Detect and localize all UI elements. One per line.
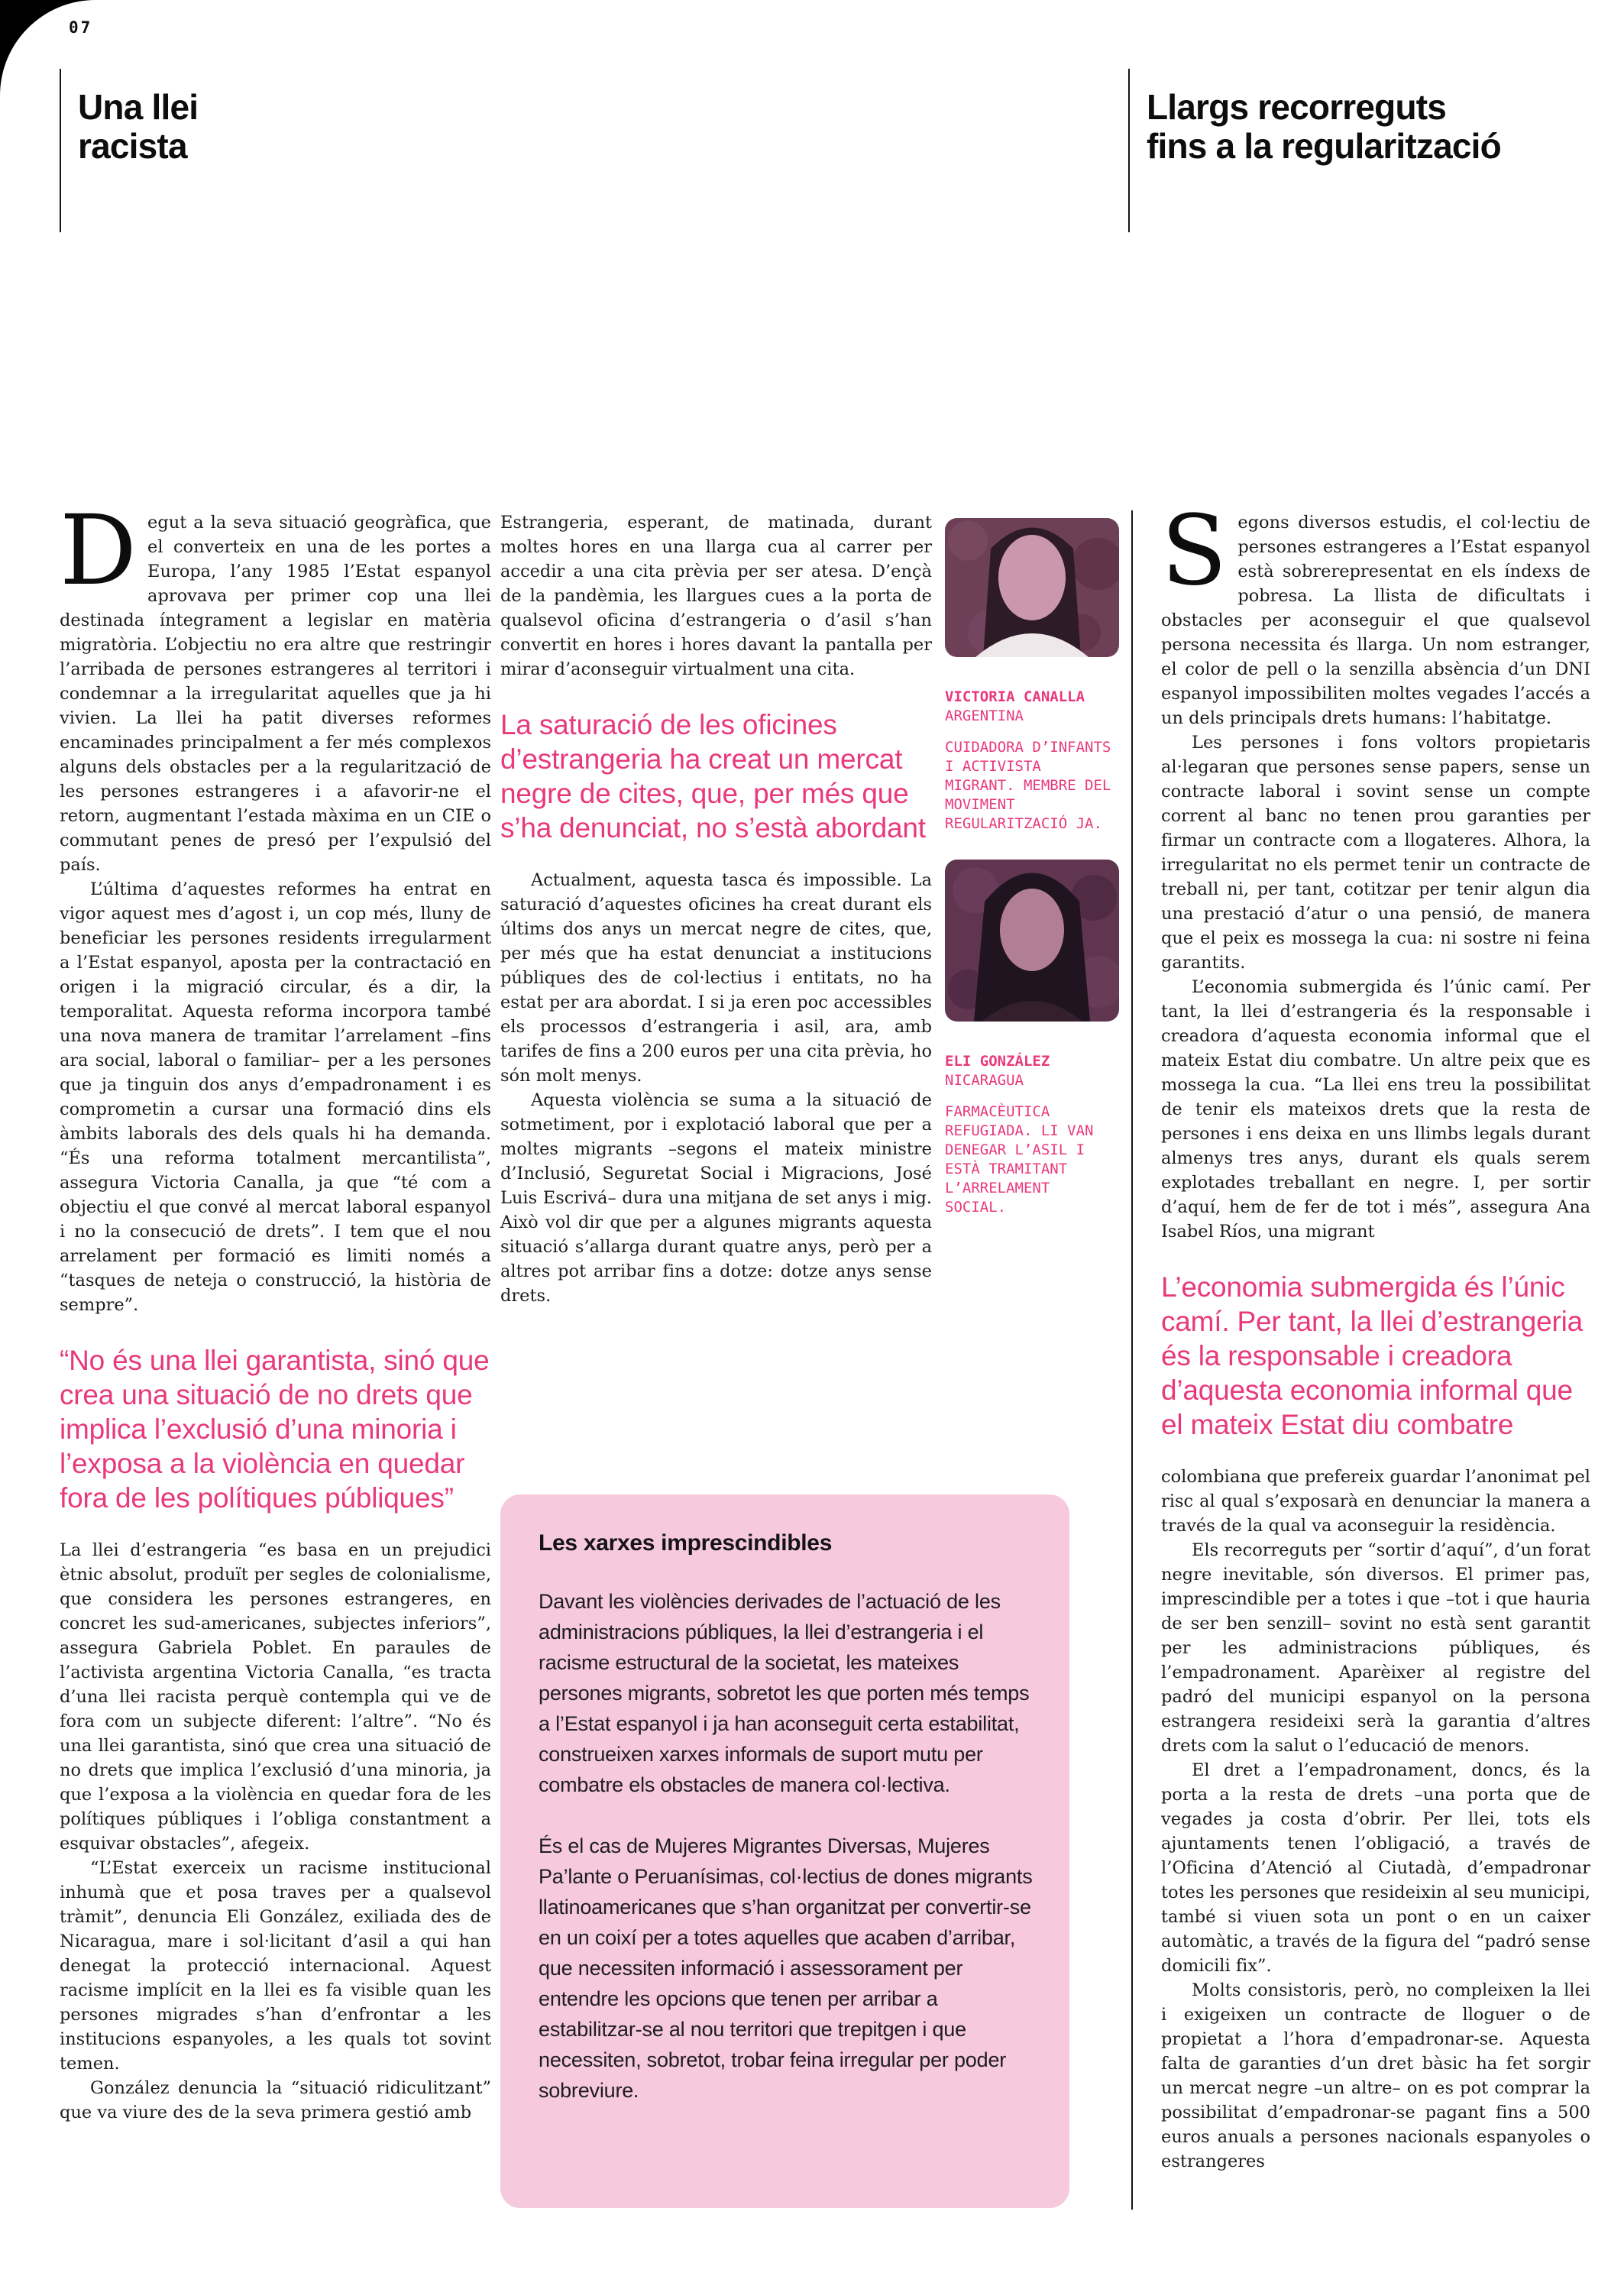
person-name: VICTORIA CANALLA	[945, 688, 1085, 705]
paragraph: L’economia submergida és l’únic camí. Per tant, la llei d’estrangeria és la responsable i creadora d’aquesta economia informal que el mateix Estat diu combatre. Un altre peix que es mossega la cua. “La llei ens treu la possibilitat de tenir els mateixos drets que la resta de persones i ens deixa en uns llimbs legals durant almenys tres anys, durant els quals serem explotades treballant en negre. I, per sortir d’aquí, hem de fer de tot i més”, assegura Ana Isabel Ríos, una migrant	[1161, 977, 1590, 1242]
person-country: ARGENTINA	[945, 707, 1024, 724]
drop-cap: S	[1161, 494, 1228, 607]
paragraph: El dret a l’empadronament, doncs, és la porta a la resta de drets –una porta que de vegades ja costa d’obrir. Per llei, tots els ajuntaments tenen l’obligació, a través de l’Oficina d’Atenció al Ciutadà, d’empadronar totes les persones que resideixin al seu municipi, també si viuen sota un pont o en un caixer automàtic, a través de la figura del “padró sense domicili fix”.	[1161, 1760, 1590, 1976]
pull-quote: “No és una llei garantista, sinó que crea una situació de no drets que implica l’exclusió d’una minoria i l’exposa a la violència en quedar fora de les polítiques públiques”	[60, 1345, 490, 1514]
portrait-photo	[945, 860, 1119, 1022]
column-left	[60, 494, 491, 2125]
article-title-right	[1147, 88, 1501, 166]
paragraph: “L’Estat exerceix un racisme institucional inhumà que et posa traves per a qualsevol tràmit”, denuncia Eli González, exiliada des de Nicaragua, mare i sol·licitant d’asil a qui han denegat la protecció internacional. Aquest racisme implícit en la llei es fa visible quan les persones migrades s’han d’enfrontar a les institucions espanyoles, a les quals tot sovint temen.	[60, 1858, 491, 2074]
highlight-box-paragraph: Davant les violències derivades de l’actuació de les administracions públiques, la llei d’estrangeria i el racisme estructural de la societat, les mateixes persones migrants, sobretot les que porten més temps a l’Estat espanyol i ja han aconseguit certa estabilitat, construeixen xarxes informals de suport mutu per combatre els obstacles de manera col·lectiva.	[539, 1590, 1030, 1796]
portrait-figure	[945, 860, 1119, 1217]
paragraph-dropcap	[1161, 494, 1590, 730]
paragraph: Aquesta violència se suma a la situació de sotmetiment, por i explotació laboral que per a moltes migrants –segons el mateix ministre d’Inclusió, Seguretat Social i Migracions, José Luis Escrivá– dura una mitjana de set anys i mig. Això vol dir que per a algunes migrants aquesta situació s’allarga durant quatre anys, però per a altres pot arribar fins a dotze: dotze anys sense drets.	[500, 1090, 932, 1306]
photo-caption	[945, 1052, 1119, 1217]
paragraph: Estrangeria, esperant, de matinada, durant moltes hores en una llarga cua al carrer per accedir a una cita prèvia per ser atesa. D’ençà de la pandèmia, les llargues cues a la porta de qualsevol oficina d’estrangeria o d’asil s’han convertit en hores i hores davant la pantalla per mirar d’aconseguir virtualment una cita.	[500, 513, 932, 679]
article-title-left-line2: racista	[78, 125, 187, 166]
portrait-photo-illustration	[945, 518, 1119, 657]
highlight-box	[500, 1494, 1069, 2208]
person-description: FARMACÈUTICA REFUGIADA. LI VAN DENEGAR L’ASIL I ESTÀ TRAMITANT L’ARRELAMENT SOCIAL.	[945, 1103, 1094, 1216]
portrait-figure	[945, 518, 1119, 834]
column-divider-rule	[1131, 510, 1133, 2210]
paragraph-text: egons diversos estudis, el col·lectiu de persones estrangeres a l’Estat espanyol està sobrerepresentat en els índexs de pobresa. La llista de dificultats i obstacles per aconseguir el que qualsevol persona necessita és llarga. Un nom estranger, el color de pell o la senzilla absència d’un DNI espanyol impossibiliten moltes vegades l’accés a un dels principals drets humans: l’habitatge.	[1161, 513, 1590, 728]
header-rule-right	[1128, 69, 1130, 232]
article-title-right-line2: fins a la regularització	[1147, 125, 1501, 166]
pull-quote: La saturació de les oficines d’estrangeria ha creat un mercat negre de cites, que, per més que s’ha denunciat, no s’està abordant	[500, 709, 926, 843]
paragraph-text: egut a la seva situació geogràfica, que el converteix en una de les portes a Europa, l’any 1985 l’Estat espanyol aprovava per primer cop una llei destinada íntegrament a legislar en matèria migratòria. L’objectiu no era altre que restringir l’arribada de persones estrangeres al territori i condemnar a la irregularitat aquelles que ja hi vivien. La llei ha patit diverses reformes encaminades principalment a fer més complexos alguns dels obstacles per a la regularització de les persones estrangeres i a afavorir-ne el retorn, augmentant l’estada màxima en un CIE o commutant penes de presó per l’expulsió del país.	[60, 513, 491, 875]
article-title-right-line1: Llargs recorreguts	[1147, 86, 1447, 127]
article-title-left-line1: Una llei	[78, 86, 199, 127]
paragraph: González denuncia la “situació ridiculitzant” que va viure des de la seva primera gestió amb	[60, 2078, 491, 2122]
column-middle	[500, 510, 932, 1308]
person-name: ELI GONZÁLEZ	[945, 1053, 1050, 1070]
person-country: NICARAGUA	[945, 1072, 1024, 1089]
pull-quote: L’economia submergida és l’únic camí. Per tant, la llei d’estrangeria és la responsable i creadora d’aquesta economia informal que el mateix Estat diu combatre	[1161, 1271, 1583, 1440]
person-description: CUIDADORA D’INFANTS I ACTIVISTA MIGRANT. MEMBRE DEL MOVIMENT REGULARITZACIÓ JA.	[945, 739, 1111, 832]
paragraph: Molts consistoris, però, no compleixen la llei i exigeixen un contracte de lloguer o de propietat a l’hora d’empadronar-se. Aquesta falta de garanties d’un dret bàsic ha fet sorgir un mercat negre –un altre– on es pot comprar la possibilitat d’empadronar-se pagant fins a 500 euros anuals a persones nacionals espanyoles o estrangeres	[1161, 1980, 1590, 2171]
paragraph: Les persones i fons voltors propietaris al·legaran que persones sense papers, sense un contracte laboral i sovint sense un compte corrent al banc no tenen prou garanties per firmar un contracte com a llogateres. Alhora, la irregularitat no els permet tenir un contracte de treball ni, per tant, cotitzar per tenir algun dia una prestació d’atur o una pensió, de manera que el peix es mossega la cua: ni sostre ni feina garantits.	[1161, 733, 1590, 973]
photo-column	[945, 518, 1119, 1217]
portrait-photo	[945, 518, 1119, 657]
article-title-left	[78, 88, 198, 166]
highlight-box-title: Les xarxes imprescindibles	[539, 1530, 833, 1556]
highlight-box-paragraph: És el cas de Mujeres Migrantes Diversas, Mujeres Pa’lante o Peruanísimas, col·lectius de dones migrants llatinoamericanes que s’han organitzat per convertir-se en un coixí per a totes aquelles que acaben d’arribar, que necessiten informació i assessorament per entendre les opcions que tenen per arribar a estabilitzar-se al nou territori que trepitgen i que necessiten, sobretot, trobar feina irregular per poder sobreviure.	[539, 1834, 1033, 2102]
header-rule-left	[60, 69, 61, 232]
paragraph: L’última d’aquestes reformes ha entrat en vigor aquest mes d’agost i, un cop més, lluny de beneficiar les persones residents irregularment a l’Estat espanyol, aposta per la contractació en origen i la migració circular, és a dir, la temporalitat. Aquesta reforma incorpora també una nova manera de tramitar l’arrelament –fins ara social, laboral o familiar– per a les persones que ja tinguin dos anys d’empadronament i es comprometin a cursar una formació dins els àmbits laborals des dels quals hi ha demanda. “És una reforma totalment mercantilista”, assegura Victoria Canalla, ja que “té com a objectiu el que convé al mercat laboral espanyol i no la consecució de drets”. I tem que el nou arrelament per formació es limiti només a “tasques de neteja o construcció, la història de sempre”.	[60, 879, 491, 1315]
photo-caption	[945, 688, 1119, 834]
page-number: 07	[69, 18, 93, 37]
paragraph: Els recorreguts per “sortir d’aquí”, d’un forat negre inevitable, són diversos. El primer pas, imprescindible per a totes i que –tot i que hauria de ser ben senzill– sovint no està sent garantit per les administracions públiques, és l’empadronament. Aparèixer al registre del padró del municipi espanyol on la persona estrangera resideixi serà la garantia d’altres drets com la salut o l’educació de menors.	[1161, 1540, 1590, 1756]
paragraph: colombiana que prefereix guardar l’anonimat pel risc al qual s’exposarà en denunciar la manera a través de la qual va aconseguir la residència.	[1161, 1467, 1590, 1536]
paragraph: La llei d’estrangeria “es basa en un prejudici ètnic absolut, produït per segles de colonialisme, que considera les persones estrangeres, en concret les sud-americanes, subjectes inferiors”, assegura Gabriela Poblet. En paraules de l’activista argentina Victoria Canalla, “es tracta d’una llei racista perquè contempla qui ve de fora com un subjecte diferent: l’altre”. “No és una llei garantista, sinó que crea una situació de no drets que implica l’exclusió d’una minoria, ja que l’exposa a la violència en quedar fora de les polítiques públiques i l’obliga constantment a esquivar obstacles”, afegeix.	[60, 1540, 491, 1854]
drop-cap: D	[60, 494, 137, 607]
column-right	[1161, 494, 1590, 2174]
portrait-photo-illustration	[945, 860, 1119, 1022]
paragraph: Actualment, aquesta tasca és impossible. La saturació d’aquestes oficines ha creat durant els últims dos anys un mercat negre de cites, que, per més que ha estat denunciat a institucions públiques des de col·lectius i entitats, no ha estat per ara abordat. I si ja eren poc accessibles els processos d’estrangeria i asil, ara, amb tarifes de fins a 200 euros per una cita prèvia, ho són molt menys.	[500, 870, 932, 1086]
paragraph-dropcap	[60, 494, 491, 877]
